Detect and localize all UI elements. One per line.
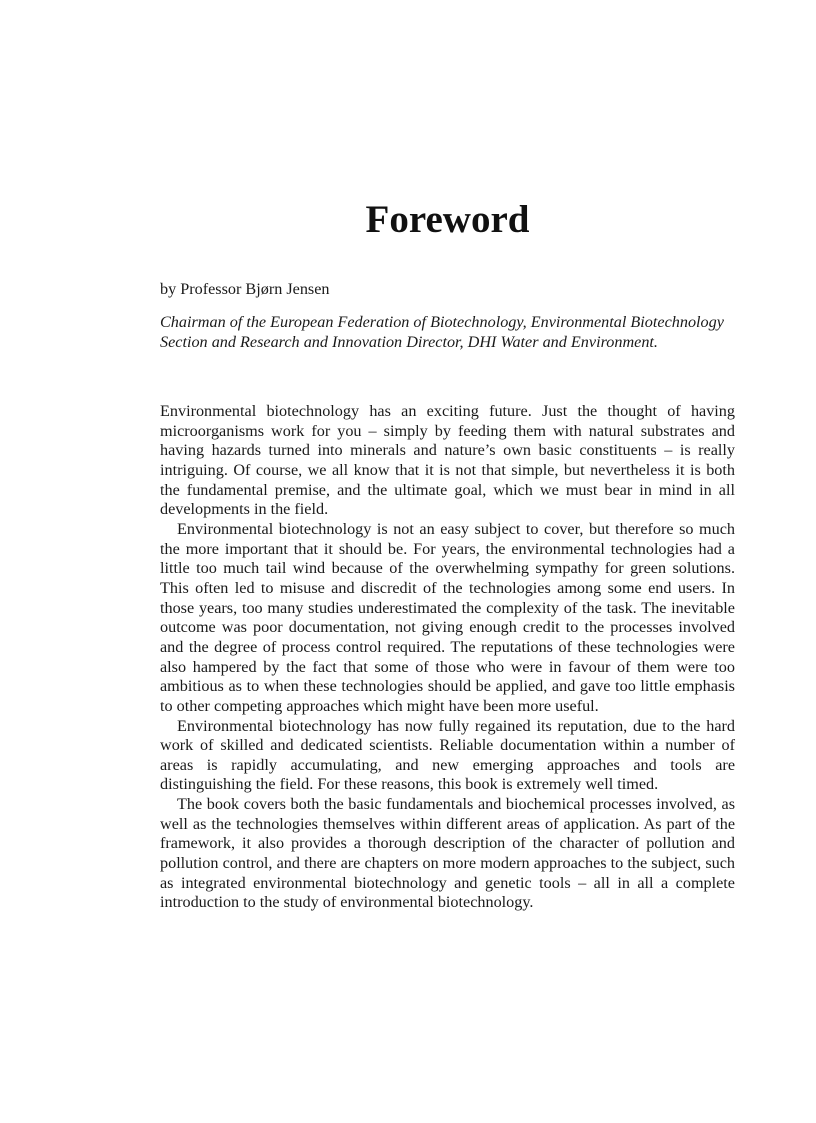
foreword-body <box>160 402 735 913</box>
paragraph-4: The book covers both the basic fundamentals and biochemical processes involved, as well as the technologies themselves within different areas of application. As part of the framework, it also provides a thorough description of the character of pollution and pollution control, and there are chapters on more modern approaches to the subject, such as integrated environmental biotechnology and genetic tools – all in all a complete introduction to the study of environmental biotechnology. <box>160 795 735 912</box>
paragraph-3: Environmental biotechnology has now fully regained its reputation, due to the hard work of skilled and dedicated scientists. Reliable documentation within a number of areas is rapidly accumulating, and new emerging approaches and tools are distinguishing the field. For these reasons, this book is extremely well timed. <box>160 716 735 794</box>
page-title: Foreword <box>365 198 530 241</box>
author-affiliation: Chairman of the European Federation of Biotechnology, Environmental Biotechnology Section and Research and Innovation Director, DHI Water and Environment. <box>160 313 724 351</box>
paragraph-2: Environmental biotechnology is not an easy subject to cover, but therefore so much the more important that it should be. For years, the environmental technologies had a little too much tail wind because of the overwhelming sympathy for green solutions. This often led to misuse and discredit of the technologies among some end users. In those years, too many studies underestimated the complexity of the task. The inevitable outcome was poor documentation, not giving enough credit to the processes involved and the degree of process control required. The reputations of these technologies were also hampered by the fact that some of those who were in favour of them were too ambitious as to when these technologies should be applied, and gave too little emphasis to other competing approaches which might have been more useful. <box>160 519 735 715</box>
author-byline: by Professor Bjørn Jensen <box>160 280 330 298</box>
paragraph-1: Environmental biotechnology has an exciting future. Just the thought of having microorganisms work for you – simply by feeding them with natural substrates and having hazards turned into minerals and nature’s own basic constituents – is really intriguing. Of course, we all know that it is not that simple, but nevertheless it is both the fundamental premise, and the ultimate goal, which we must bear in mind in all developments in the field. <box>160 402 735 519</box>
